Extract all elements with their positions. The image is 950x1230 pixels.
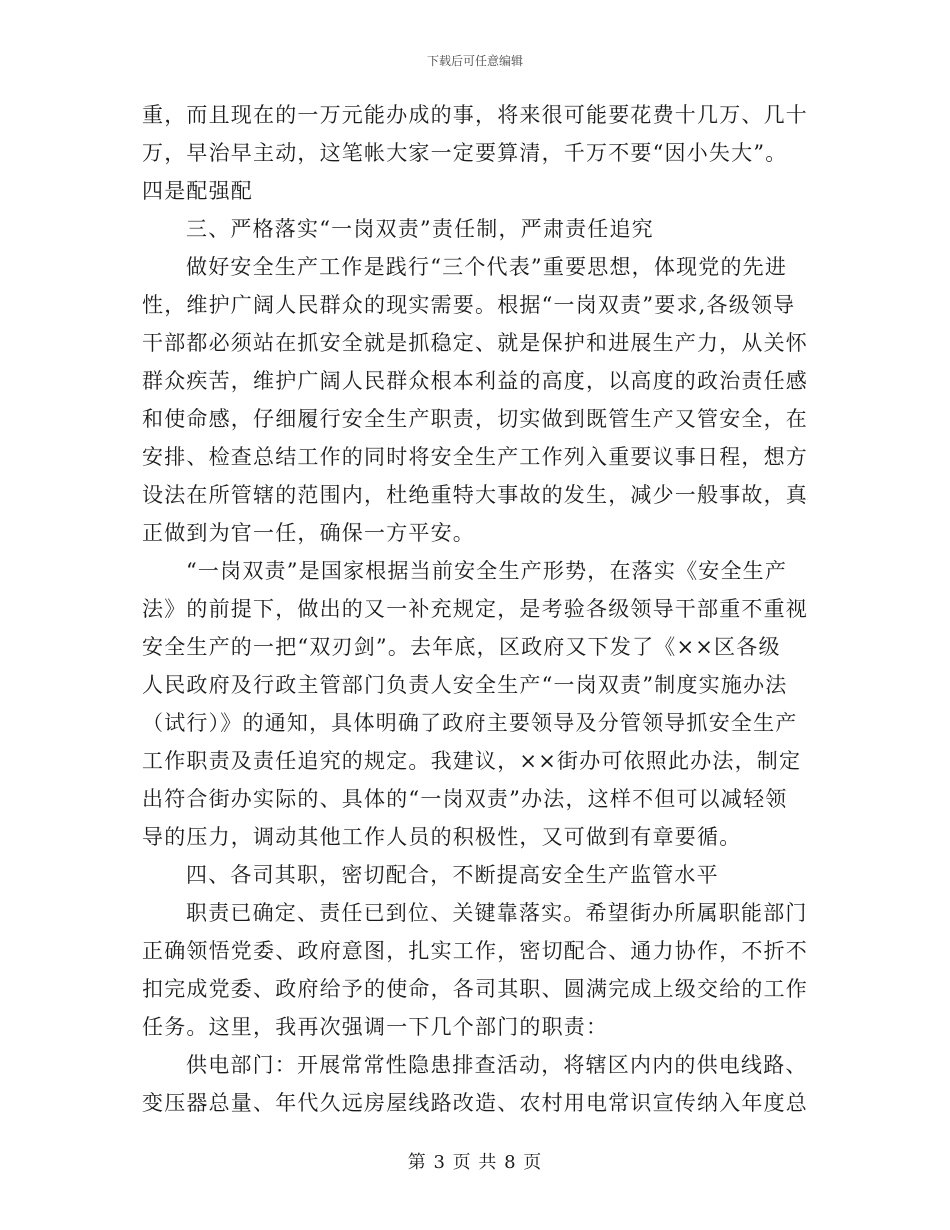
text-line: 供电部门：开展常常性隐患排查活动，将辖区内内的供电线路、	[186, 1053, 808, 1077]
text-line: 出符合街办实际的、具体的“一岗双责”办法，这样不但可以减轻领	[142, 787, 788, 811]
text-line: （试行）》的通知，具体明确了政府主要领导及分管领导抓安全生产	[142, 711, 798, 735]
text-line: 重，而且现在的一万元能办成的事，将来很可能要花费十几万、几十	[142, 103, 808, 127]
text-line: 正做到为官一任，确保一方平安。	[142, 521, 475, 545]
text-line: 群众疾苦，维护广阔人民群众根本利益的高度，以高度的政治责任感	[142, 369, 808, 393]
text-line: “一岗双责”是国家根据当前安全生产形势，在落实《安全生产	[186, 559, 788, 583]
text-line: 变压器总量、年代久远房屋线路改造、农村用电常识宣传纳入年度总	[142, 1091, 808, 1115]
page-footer: 第 3 页 共 8 页	[407, 1152, 543, 1173]
text-line: 三、严格落实“一岗双责”责任制，严肃责任追究	[186, 217, 654, 241]
text-line: 安全生产的一把“双刃剑”。去年底，区政府又下发了《××区各级	[142, 635, 781, 659]
text-line: 性，维护广阔人民群众的现实需要。根据“一岗双责”要求,各级领导	[142, 293, 796, 317]
text-line: 导的压力，调动其他工作人员的积极性，又可做到有章要循。	[142, 825, 742, 849]
text-line: 正确领悟党委、政府意图，扎实工作，密切配合、通力协作，不折不	[142, 939, 808, 963]
text-line: 干部都必须站在抓安全就是抓稳定、就是保护和进展生产力，从关怀	[142, 331, 808, 355]
text-line: 四是配强配	[142, 179, 253, 203]
text-line: 四、各司其职，密切配合，不断提高安全生产监管水平	[186, 863, 719, 887]
text-line: 万，早治早主动，这笔帐大家一定要算清，千万不要“因小失大”。	[142, 141, 788, 165]
document-body	[142, 96, 808, 1122]
text-line: 和使命感，仔细履行安全生产职责，切实做到既管生产又管安全，在	[142, 407, 808, 431]
text-line: 扣完成党委、政府给予的使命，各司其职、圆满完成上级交给的工作	[142, 977, 808, 1001]
page-header: 下载后可任意编辑	[426, 54, 523, 68]
text-line: 工作职责及责任追究的规定。我建议，××街办可依照此办法，制定	[142, 749, 802, 773]
text-line: 任务。这里，我再次强调一下几个部门的职责：	[142, 1015, 609, 1039]
text-line: 人民政府及行政主管部门负责人安全生产“一岗双责”制度实施办法	[142, 673, 788, 697]
text-line: 法》的前提下，做出的又一补充规定，是考验各级领导干部重不重视	[142, 597, 808, 621]
text-line: 安排、检查总结工作的同时将安全生产工作列入重要议事日程，想方	[142, 445, 808, 469]
text-line: 设法在所管辖的范围内，杜绝重特大事故的发生，减少一般事故，真	[142, 483, 808, 507]
text-line: 做好安全生产工作是践行“三个代表”重要思想，体现党的先进	[186, 255, 788, 279]
text-line: 职责已确定、责任已到位、关键靠落实。希望街办所属职能部门	[186, 901, 808, 925]
